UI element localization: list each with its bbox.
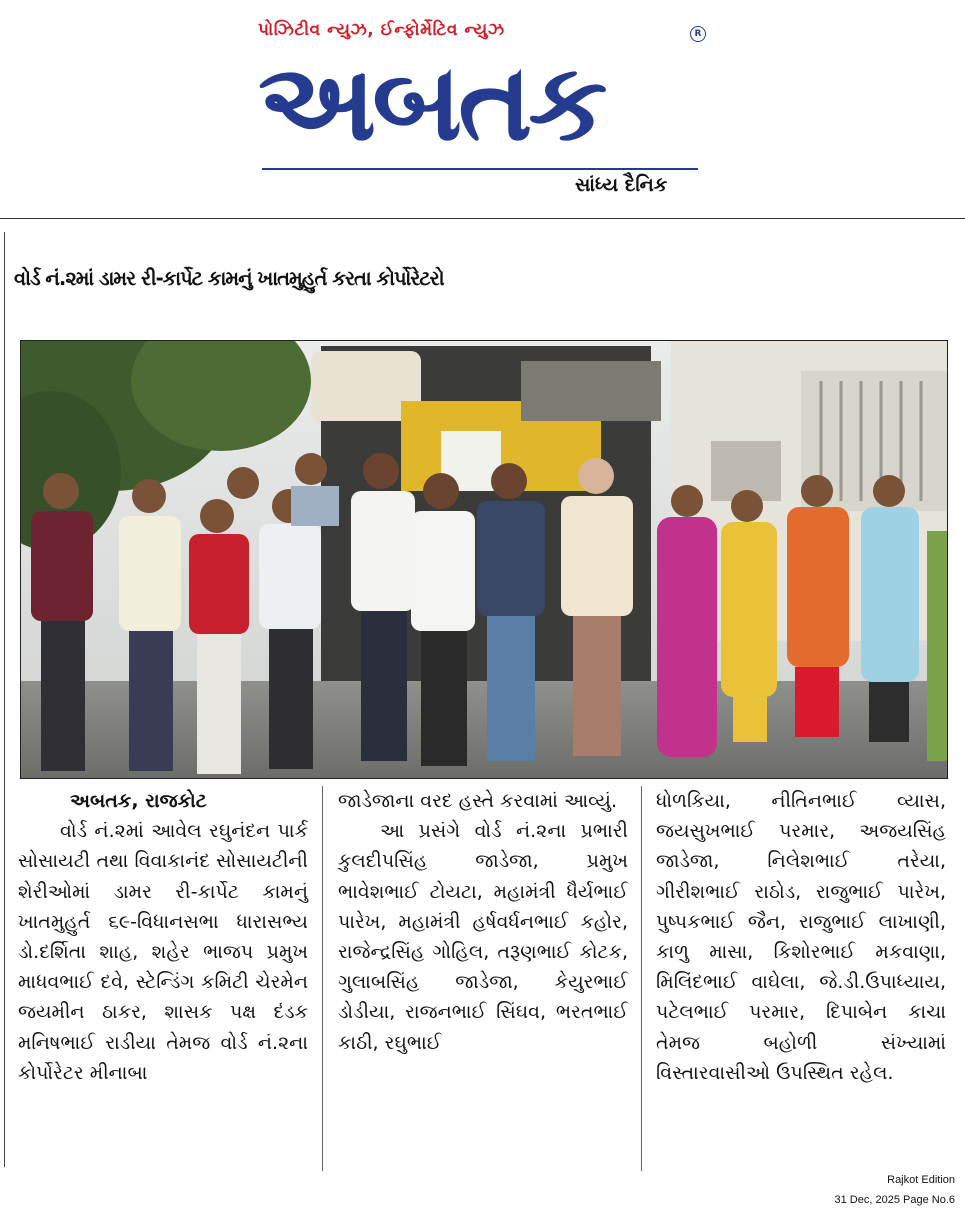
article-headline: વોર્ડ નં.૨માં ડામર રી-કાર્પેટ કામનું ખાતમુહુર્ત કરતા કોર્પોરેટરો: [14, 266, 444, 290]
masthead-subtitle: સાંધ્ય દૈનિક: [575, 174, 668, 196]
article-paragraph-1: વોર્ડ નં.૨માં આવેલ રઘુનંદન પાર્ક સોસાયટી તથા વિવાકાનંદ સોસાયટીની શેરીઓમાં ડામર રી-કાર્પેટ કામનું ખાતમુહુર્ત ૬૯-વિધાનસભા ધારાસભ્ય ડો.દર્શિતા શાહ, શહેર ભાજપ પ્રમુખ માધવભાઈ દવે, સ્ટેન્ડિંગ કમિટી ચેરમેન જયમીન ઠાકર, શાસક પક્ષ દંડક મનિષભાઈ રાડીયા તેમજ વોર્ડ નં.૨ના કોર્પોરેટર મીનાબા: [18, 820, 308, 1084]
registered-mark-icon: R: [690, 26, 706, 42]
article-body: [0, 786, 965, 1176]
article-dateline: અબતક, રાજકોટ: [70, 790, 207, 812]
column-divider: [641, 786, 642, 1171]
edition-date-page: 31 Dec, 2025 Page No.6: [834, 1194, 955, 1206]
column-divider: [322, 786, 323, 1171]
article-column-3: [656, 786, 946, 1088]
masthead-tagline: પોઝિટીવ ન્યુઝ, ઈન્ફોર્મેટિવ ન્યુઝ: [258, 20, 505, 40]
article-column-2: [338, 786, 628, 1058]
article-paragraph-2: આ પ્રસંગે વોર્ડ નં.૨ના પ્રભારી કુલદીપસિંહ જાડેજા, પ્રમુખ ભાવેશભાઈ ટોયટા, મહામંત્રી ધૈર્યભાઈ પારેખ, મહામંત્રી હર્ષવર્ધનભાઈ કહોર, રાજેન્દ્રસિંહ ગોહિલ, તરૂણભાઈ કોટક, ગુલાબસિંહ જાડેજા, કેયુરભાઈ ડોડીયા, રાજનભાઈ સિંઘવ, ભરતભાઈ કાઠી, રઘુભાઈ: [338, 820, 628, 1054]
edition-name: Rajkot Edition: [887, 1174, 955, 1186]
masthead-divider: [0, 218, 965, 219]
newspaper-logo: અબતક: [258, 41, 604, 165]
news-photo: [20, 340, 948, 779]
logo-underline: [262, 168, 698, 170]
article-column-1: [18, 786, 308, 1088]
group-photo-illustration: [21, 341, 947, 778]
edition-info: [835, 1170, 955, 1210]
article-paragraph-1-continued: જાડેજાના વરદ હસ્તે કરવામાં આવ્યું.: [338, 790, 618, 812]
article-paragraph-2-continued: ધોળકિયા, નીતિનભાઈ વ્યાસ, જયસુખભાઈ પરમાર, અજયસિંહ જાડેજા, નિલેશભાઈ તરેયા, ગીરીશભાઈ રાઠોડ, રાજુભાઈ પારેખ, પુષ્પકભાઈ જૈન, રાજુભાઈ લાખાણી, કાળુ માસા, કિશોરભાઈ મકવાણા, મિલિંદભાઈ વાઘેલા, જે.ડી.ઉપાધ્યાય, પટેલભાઈ પરમાર, દિપાબેન કાચા તેમજ બહોળી સંખ્યામાં વિસ્તારવાસીઓ ઉપસ્થિત રહેલ.: [656, 790, 946, 1084]
masthead: [0, 0, 965, 220]
